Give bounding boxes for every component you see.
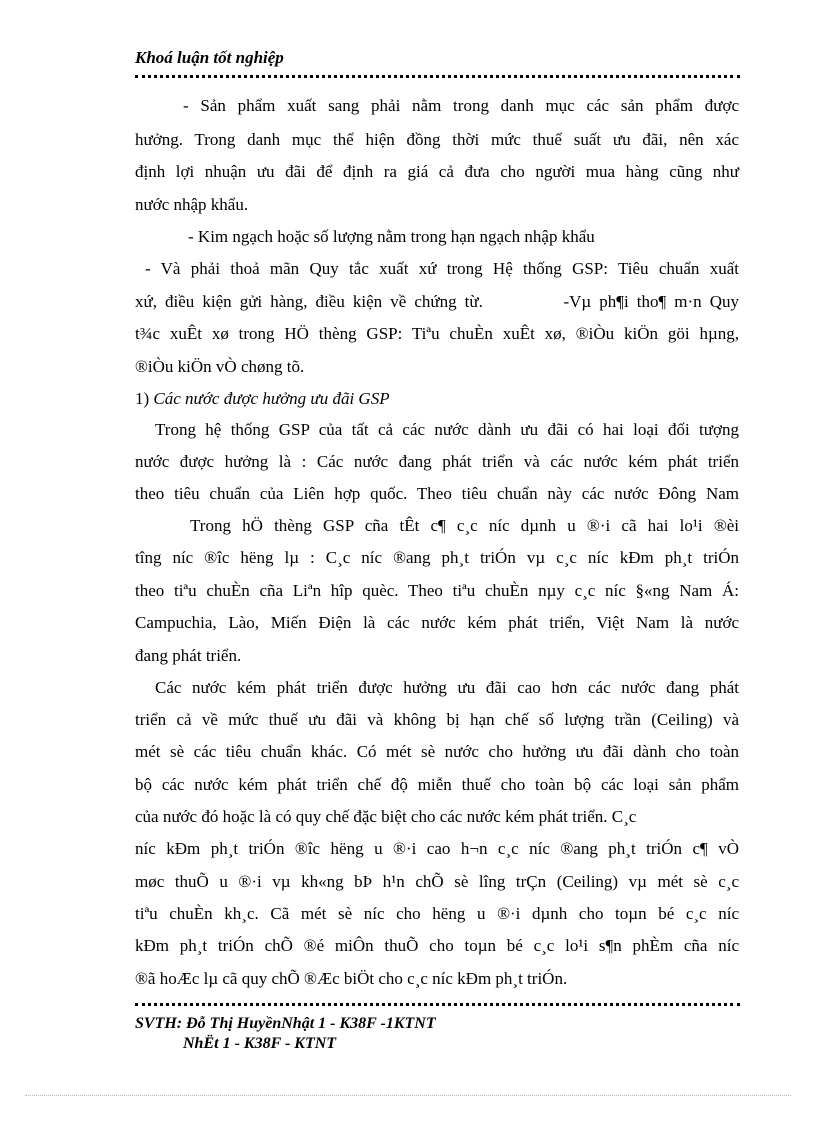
- text-line: triển cả về mức thuế ưu đãi và không bị hạn chế số lượng trần (Ceiling) và: [135, 710, 739, 729]
- section-title: Các nước được hưởng ưu đãi GSP: [153, 389, 390, 408]
- text-line: mét sè các tiêu chuẩn khác. Có mét sè nước cho hưởng ưu đãi dành cho toàn: [135, 742, 739, 761]
- text-line: xứ, điều kiện gửi hàng, điều kiện về chứng từ. -Vµ ph¶i tho¶ m·n Quy: [135, 292, 739, 311]
- text-line: níc kÐm ph¸t triÓn ®îc hëng u ®·i cao h¬n c¸c níc ®ang ph¸t triÓn c¶ vÒ: [135, 839, 739, 858]
- text-line: tîng níc ®îc hëng lµ : C¸c níc ®ang ph¸t triÓn vµ c¸c níc kÐm ph¸t triÓn: [135, 548, 739, 567]
- text-line: t¾c xuÊt xø trong HÖ thèng GSP: Tiªu chuÈn xuÊt xø, ®iÒu kiÖn göi hµng,: [135, 324, 739, 343]
- text-line: tiªu chuÈn kh¸c. Cã mét sè níc cho hëng u ®·i dµnh cho toµn bé c¸c níc: [135, 904, 739, 923]
- text-line: - Và phải thoả mãn Quy tắc xuất xứ trong Hệ thống GSP: Tiêu chuẩn xuất: [145, 259, 739, 278]
- text-line: ®ã hoÆc lµ cã quy chÕ ®Æc biÖt cho c¸c níc kÐm ph¸t triÓn.: [135, 969, 568, 988]
- text-line: bộ các nước kém phát triển chế độ miễn thuế cho toàn bộ các loại sản phẩm: [135, 775, 739, 794]
- footer-divider: [135, 1003, 740, 1006]
- text-line: theo tiªu chuÈn cña Liªn hîp quèc. Theo tiªu chuÈn nµy c¸c níc §«ng Nam Á:: [135, 581, 739, 600]
- text-line: - Kim ngạch hoặc số lượng nằm trong hạn ngạch nhập khẩu: [188, 227, 595, 246]
- text-line: Campuchia, Lào, Miến Điện là các nước kém phát triển, Việt Nam là nước: [135, 613, 739, 632]
- text-line: của nước đó hoặc là có quy chế đặc biệt cho các nước kém phát triển. C¸c: [135, 807, 637, 826]
- text-line: møc thuÕ u ®·i vµ kh«ng bÞ h¹n chÕ sè lîng trÇn (Ceiling) vµ mét sè c¸c: [135, 872, 739, 891]
- text-line: nước nhập khẩu.: [135, 195, 249, 214]
- footer-class: NhËt 1 - K38F - KTNT: [183, 1035, 337, 1052]
- text-line: Các nước kém phát triển được hưởng ưu đãi cao hơn các nước đang phát: [155, 678, 739, 697]
- text-line: kÐm ph¸t triÓn chÕ ®é miÔn thuÕ cho toµn bé c¸c lo¹i s¶n phÈm cña níc: [135, 936, 739, 955]
- text-line: theo tiêu chuẩn của Liên hợp quốc. Theo tiêu chuẩn này các nước Đông Nam: [135, 484, 739, 503]
- text-line: Trong hệ thống GSP của tất cả các nước dành ưu đãi có hai loại đối tượng: [155, 420, 739, 439]
- footer-author: SVTH: Đỗ Thị HuyềnNhật 1 - K38F -1KTNT: [135, 1015, 436, 1032]
- text-line: ®iÒu kiÖn vÒ chøng tõ.: [135, 357, 305, 376]
- header-divider: [135, 75, 740, 78]
- text-line: đang phát triển.: [135, 646, 242, 665]
- text-line: nước được hưởng là : Các nước đang phát triển và các nước kém phát triển: [135, 452, 739, 471]
- text-line: định lợi nhuận ưu đãi để định ra giá cả đưa cho người mua hàng cũng như: [135, 162, 739, 181]
- text-line: Trong hÖ thèng GSP cña tÊt c¶ c¸c níc dµnh u ®·i cã hai lo¹i ®èi: [190, 516, 739, 535]
- text-line: - Sản phẩm xuất sang phải nằm trong danh mục các sản phẩm được: [183, 96, 739, 115]
- section-heading: [135, 389, 390, 409]
- text-line: hưởng. Trong danh mục thể hiện đồng thời mức thuế suất ưu đãi, nên xác: [135, 130, 739, 149]
- section-number: 1): [135, 389, 154, 408]
- page-edge-divider: [25, 1095, 791, 1096]
- page-header: Khoá luận tốt nghiệp: [135, 48, 284, 67]
